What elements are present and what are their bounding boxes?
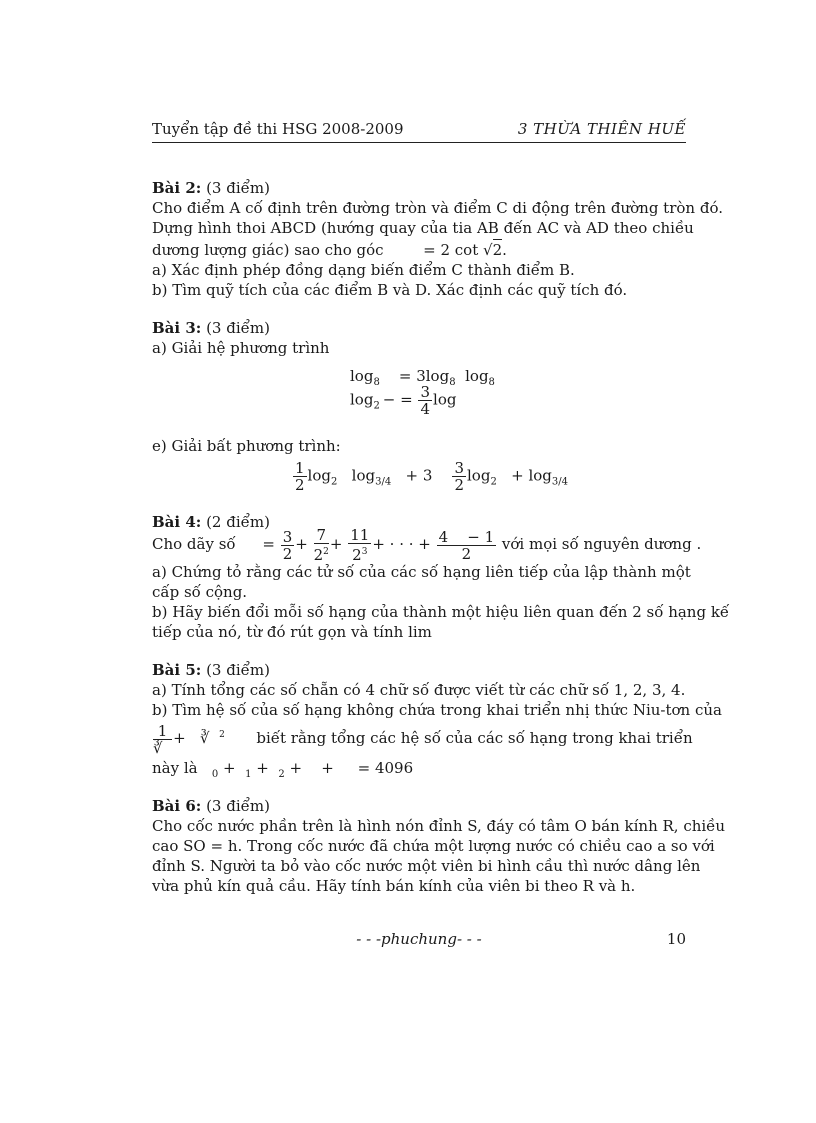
bai3-title: Bài 3: [152,319,202,337]
bai2-title: Bài 2: [152,179,202,197]
bai5-part-b: b) Tìm hệ số của số hạng không chứa trong khai triển nhị thức Niu-tơn của [152,701,722,719]
bai2-heading [152,178,270,198]
bai4-part-b-1: b) Hãy biến đổi mỗi số hạng của thành một hiệu liên quan đến 2 số hạng kế [152,603,730,621]
footer-author: - - -phuchung- - - [356,930,482,948]
bai3-points: (3 điểm) [206,319,270,337]
bai5-sum-equation: = 4096 [357,759,414,777]
bai4-intro: Cho dãy số [152,535,236,553]
bai6-points: (3 điểm) [206,797,270,815]
bai3-heading [152,318,270,338]
bai5-last-prefix: này là [152,759,198,777]
bai5-condition: biết rằng tổng các hệ số của các số hạng trong khai triển [256,729,693,747]
bai5-last-line: này là $_0$ + $_1$ + $_2$ + + = 4096 [152,759,414,780]
bai2-item-a: a) Xác định phép đồng dạng biến điểm C thành điểm B. [152,261,575,279]
bai6-line-1: Cho cốc nước phần trên là hình nón đỉnh S, đáy có tâm O bán kính R, chiều [152,817,726,835]
bai4-part-b-2: tiếp của nó, từ đó rút gọn và tính lim [152,623,432,641]
bai5-heading [152,660,270,680]
bai4-sequence: Cho dãy số = $\frac{3}{2}$ + $\frac{7}{2^2}$ + $\frac{11}{2^3}$ + · · · + $\frac{4 - 1}{2}$ với mọi số nguyên dương . [152,526,702,564]
running-header [152,120,686,144]
bai4-tail: với mọi số nguyên dương . [501,535,702,553]
bai4-part-a-2: cấp số cộng. [152,583,248,601]
bai3-system-eq2: $\log_2$ − = $\frac{3}{4}$ log [350,383,457,418]
bai3-inequality: $\frac{1}{2}$ $\log_2 \log_{3/4} + 3$ $\frac{3}{2}$ $\log_2 + \log_{3/4}$ [295,459,568,494]
bai3-system-eq1: $\log_8$ = $3\log_8$ $\log_8$ [350,367,495,388]
bai4-points: (2 điểm) [206,513,270,531]
bai5-binomial-line: $\frac{1}{∛}$ + ∛ $^2$ biết rằng tổng các hệ số của các số hạng trong khai triển [153,721,693,757]
bai4-part-a-1: a) Chứng tỏ rằng các tử số của các số hạng liên tiếp của lập thành một [152,563,691,581]
bai2-line-3-text: dương lượng giác) sao cho góc [152,241,384,259]
bai5-points: (3 điểm) [206,661,270,679]
header-divider [152,142,686,143]
bai3-part-a: a) Giải hệ phương trình [152,339,330,357]
bai2-equation: = 2 cot [423,241,479,259]
bai5-title: Bài 5: [152,661,202,679]
bai6-line-2: cao SO = h. Trong cốc nước đã chứa một lượng nước có chiều cao a so với [152,837,715,855]
bai6-line-3: đỉnh S. Người ta bỏ vào cốc nước một viên bi hình cầu thì nước dâng lên [152,857,701,875]
bai2-sqrt-value: 2 [492,241,503,259]
header-book-title: Tuyển tập đề thi HSG 2008-2009 [152,120,404,138]
bai6-heading [152,796,270,816]
bai6-title: Bài 6: [152,797,202,815]
bai3-part-e: e) Giải bất phương trình: [152,437,341,455]
header-section-title: 3 THỪA THIÊN HUẾ [517,120,686,138]
bai2-line-2: Dựng hình thoi ABCD (hướng quay của tia AB đến AC và AD theo chiều [152,219,694,237]
bai2-points: (3 điểm) [206,179,270,197]
bai2-item-b: b) Tìm quỹ tích của các điểm B và D. Xác định các quỹ tích đó. [152,281,628,299]
bai5-part-a: a) Tính tổng các số chẵn có 4 chữ số được viết từ các chữ số 1, 2, 3, 4. [152,681,686,699]
bai4-title: Bài 4: [152,513,202,531]
bai2-line-1: Cho điểm A cố định trên đường tròn và điểm C di động trên đường tròn đó. [152,199,723,217]
bai6-line-4: vừa phủ kín quả cầu. Hãy tính bán kính của viên bi theo R và h. [152,877,636,895]
bai2-line-3: dương lượng giác) sao cho góc = 2 cot √2. [152,241,507,259]
page-number: 10 [666,930,686,948]
